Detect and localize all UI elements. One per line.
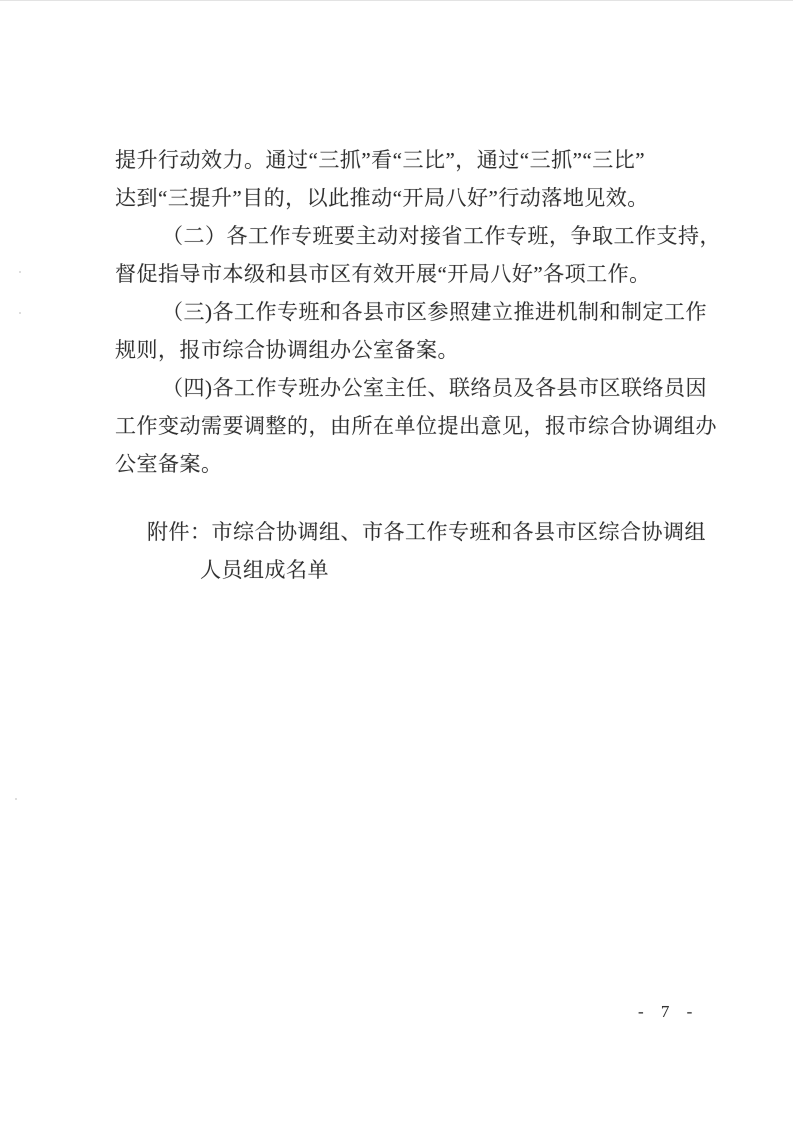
paragraph	[115, 217, 721, 293]
scan-speck	[19, 312, 21, 314]
text-line: （二）各工作专班要主动对接省工作专班，争取工作支持，	[162, 224, 721, 248]
page-number: - 7 -	[638, 1002, 698, 1021]
paragraph	[115, 369, 715, 483]
text-line: 工作变动需要调整的，由所在单位提出意见，报市综合协调组办	[115, 414, 717, 438]
text-line: 提升行动效力。通过“三抓”看“三比”，通过“三抓”“三比”	[115, 148, 646, 172]
text-line: 人员组成名单	[200, 558, 329, 582]
text-line: 公室备案。	[115, 452, 223, 476]
text-line: 达到“三提升”目的，以此推动“开局八好”行动落地见效。	[115, 186, 649, 210]
paragraph	[115, 293, 715, 369]
text-line: （四)各工作专班办公室主任、联络员及各县市区联络员因	[162, 376, 707, 400]
paragraph	[115, 141, 715, 217]
text-line: （三)各工作专班和各县市区参照建立推进机制和制定工作	[162, 300, 707, 324]
text-line: 附件：市综合协调组、市各工作专班和各县市区综合协调组	[147, 520, 706, 544]
attachment-note	[115, 513, 715, 589]
text-line: 督促指导市本级和县市区有效开展“开局八好”各项工作。	[115, 262, 651, 286]
scan-speck	[19, 271, 21, 273]
document-body	[115, 141, 721, 589]
scan-edge-artifact	[0, 0, 793, 1]
scan-speck	[15, 798, 17, 800]
text-line: 规则，报市综合协调组办公室备案。	[115, 338, 459, 362]
